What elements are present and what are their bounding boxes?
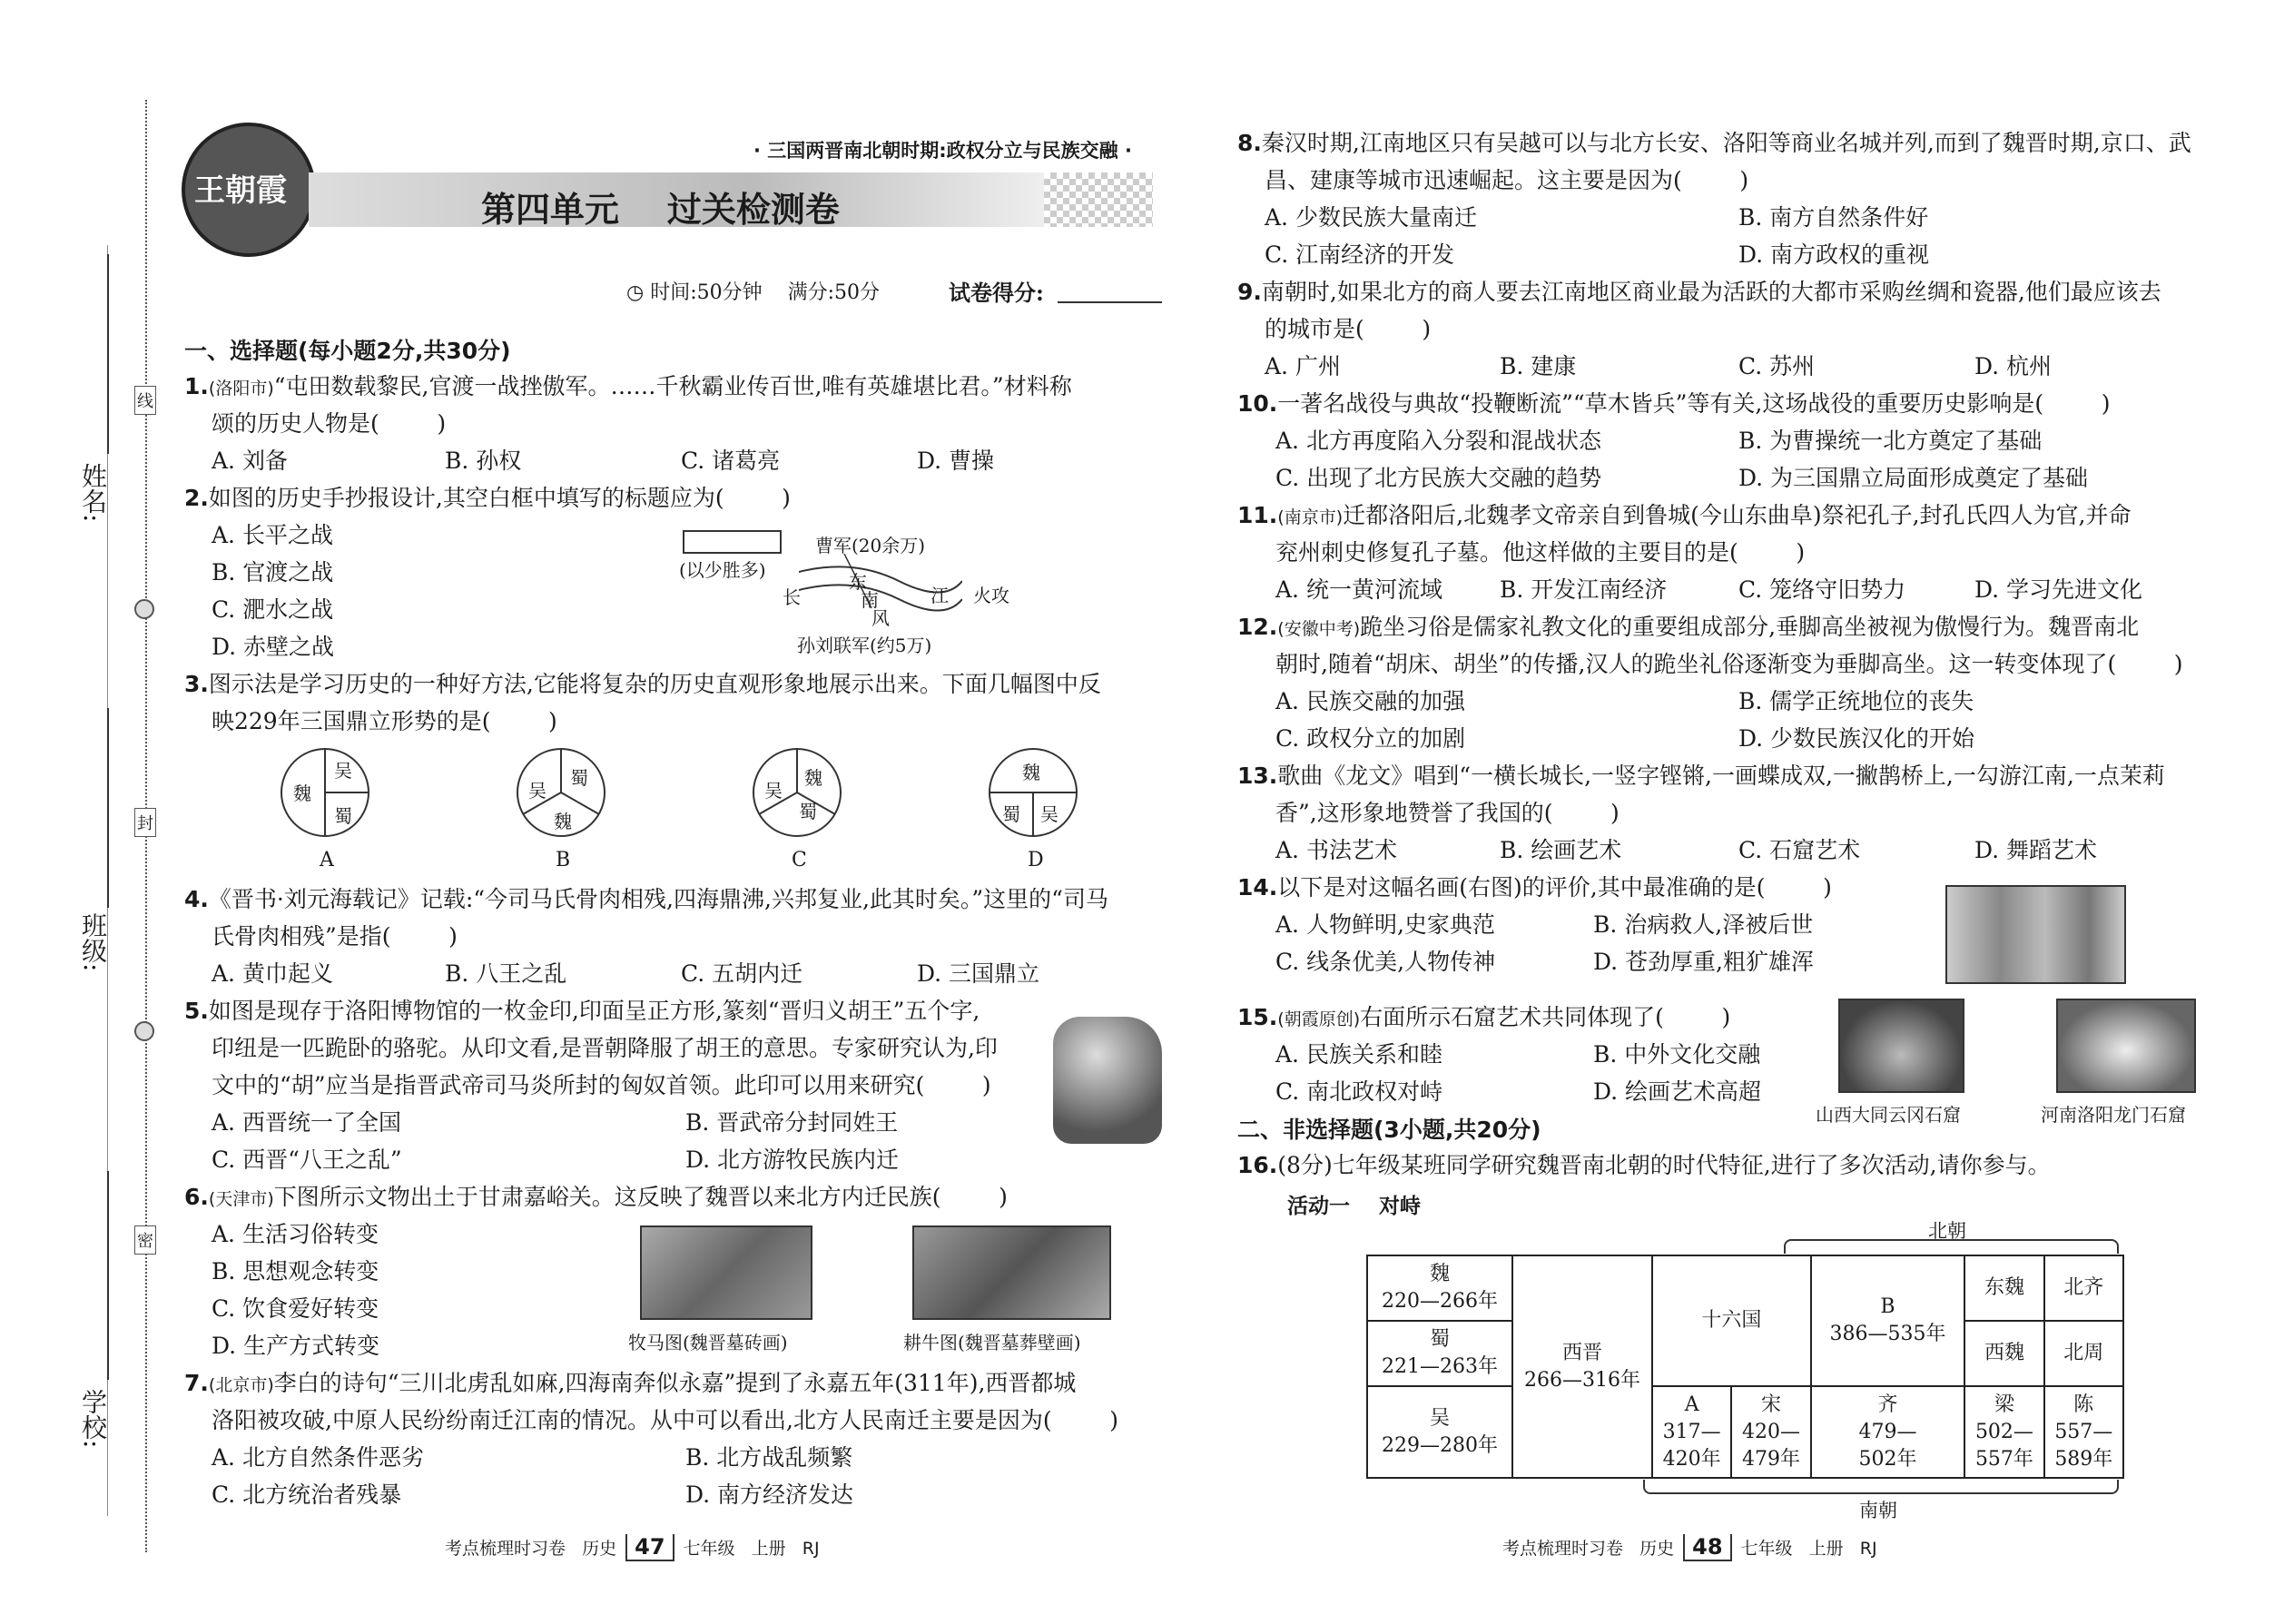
q13-line1 xyxy=(1237,757,2165,794)
q14-line1 xyxy=(1237,869,1832,906)
footer-left-page: 47 xyxy=(625,1534,674,1561)
q3-pie-a[interactable] xyxy=(280,747,370,838)
q14-option-d[interactable]: D. 苍劲厚重,粗犷雄浑 xyxy=(1593,949,1814,975)
q10-number: 10. xyxy=(1237,390,1278,417)
cell-qi xyxy=(1811,1386,1965,1478)
q8-text2: 昌、建康等城市迅速崛起。这主要是因为( ) xyxy=(1265,167,1749,193)
mark-feng: 封 xyxy=(134,808,156,837)
q13-number: 13. xyxy=(1237,763,1278,789)
q6-caption-2: 耕牛图(魏晋墓葬壁画) xyxy=(903,1332,1081,1353)
cell-chen-years2: 589年 xyxy=(2054,1447,2113,1471)
q11-number: 11. xyxy=(1237,502,1278,528)
q3-pie-c-wei: 魏 xyxy=(804,767,822,789)
q2-number: 2. xyxy=(184,485,209,511)
cell-liang-years1: 502— xyxy=(1974,1420,2033,1443)
q3-pie-c-label: C xyxy=(792,849,807,871)
cell-dongwei: 东魏 xyxy=(1964,1255,2043,1321)
q12-option-c[interactable]: C. 政权分立的加剧 xyxy=(1275,725,1466,752)
q2-nan-label: 南 xyxy=(861,589,879,611)
q3-pie-c-shu: 蜀 xyxy=(799,801,817,822)
q3-pie-a-wei: 魏 xyxy=(293,782,311,804)
q12-source: (安徽中考) xyxy=(1277,619,1361,639)
q15-yungang-grotto-image xyxy=(1838,999,1964,1093)
section2-title: 二、非选择题(3小题,共20分) xyxy=(1237,1117,1541,1143)
q12-option-a[interactable]: A. 民族交融的加强 xyxy=(1275,688,1465,714)
timeline-north-label: 北朝 xyxy=(1928,1220,1966,1242)
q15-longmen-grotto-image xyxy=(2056,999,2196,1093)
q7-option-c[interactable]: C. 北方统治者残暴 xyxy=(212,1481,402,1508)
q10-option-c[interactable]: C. 出现了北方民族大交融的趋势 xyxy=(1275,465,1602,491)
q7-line1 xyxy=(184,1364,1076,1404)
q3-pie-b[interactable] xyxy=(516,747,606,838)
q15-caption-1: 山西大同云冈石窟 xyxy=(1816,1104,1961,1126)
q6-option-d[interactable]: D. 生产方式转变 xyxy=(212,1333,380,1359)
q3-pie-c[interactable] xyxy=(752,747,842,838)
q14-number: 14. xyxy=(1237,874,1278,901)
q1-option-a[interactable]: A. 刘备 xyxy=(212,448,288,474)
q3-pie-b-label: B xyxy=(556,849,571,871)
q8-option-d[interactable]: D. 南方政权的重视 xyxy=(1738,241,1930,268)
q6-number: 6. xyxy=(184,1184,209,1210)
q8-option-c[interactable]: C. 江南经济的开发 xyxy=(1265,241,1455,268)
cell-xijin-name: 西晋 xyxy=(1561,1341,1602,1364)
q2-option-d[interactable]: D. 赤壁之战 xyxy=(212,634,335,660)
q2-cao-label: 曹军(20余万) xyxy=(815,535,926,556)
score-label: 试卷得分: xyxy=(949,280,1044,306)
q13-text2: 香”,这形象地赞誉了我国的( ) xyxy=(1275,800,1620,826)
header-checker xyxy=(1044,172,1153,227)
footer-right xyxy=(1502,1534,1877,1561)
q4-option-a[interactable]: A. 黄巾起义 xyxy=(212,960,333,987)
q3-text2: 映229年三国鼎立形势的是( ) xyxy=(212,708,557,734)
q6-ox-painting xyxy=(912,1225,1111,1320)
cell-song-years2: 479年 xyxy=(1742,1447,1801,1471)
q2-huogong-label: 火攻 xyxy=(973,585,1009,606)
q12-option-d[interactable]: D. 少数民族汉化的开始 xyxy=(1738,725,1975,752)
q10-line1 xyxy=(1237,385,2110,422)
q5-option-c[interactable]: C. 西晋“八王之乱” xyxy=(212,1147,402,1173)
q13-option-c[interactable]: C. 石窟艺术 xyxy=(1738,837,1861,863)
q12-number: 12. xyxy=(1237,614,1278,640)
q6-line1 xyxy=(184,1178,1008,1218)
q6-caption-1: 牧马图(魏晋墓砖画) xyxy=(628,1332,788,1353)
q6-herding-painting xyxy=(640,1225,812,1320)
binding-hole-icon xyxy=(134,599,154,619)
q7-option-d[interactable]: D. 南方经济发达 xyxy=(685,1481,854,1508)
q12-line1 xyxy=(1237,608,2139,648)
cell-shu-name: 蜀 xyxy=(1429,1328,1450,1351)
cell-chen-years1: 557— xyxy=(2054,1420,2113,1443)
q14-option-a[interactable]: A. 人物鲜明,史家典范 xyxy=(1275,911,1495,938)
name-blank[interactable] xyxy=(107,254,109,454)
footer-left xyxy=(445,1534,820,1561)
class-blank[interactable] xyxy=(107,708,109,908)
q3-pie-b-wu: 吴 xyxy=(528,780,546,802)
q3-pie-d-wei: 魏 xyxy=(1022,762,1040,783)
q5-text2: 印纽是一匹跪卧的骆驼。从印文看,是晋朝降服了胡王的意思。专家研究认为,印 xyxy=(212,1035,998,1061)
q6-source: (天津市) xyxy=(208,1189,274,1209)
q15-text: 右面所示石窟艺术共同体现了( ) xyxy=(1360,1004,1731,1030)
q14-option-c[interactable]: C. 线条优美,人物传神 xyxy=(1275,949,1496,975)
q9-text1: 南朝时,如果北方的商人要去江南地区商业最为活跃的大都市采购丝绸和瓷器,他们最应该去 xyxy=(1261,279,2161,305)
cell-a-years2: 420年 xyxy=(1662,1447,1721,1471)
cell-song xyxy=(1731,1386,1810,1478)
q6-option-b[interactable]: B. 思想观念转变 xyxy=(212,1258,379,1284)
q2-feng-label: 风 xyxy=(871,607,890,629)
q1-option-c[interactable]: C. 诸葛亮 xyxy=(681,448,781,474)
q8-option-a[interactable]: A. 少数民族大量南迁 xyxy=(1265,204,1477,231)
q4-option-d[interactable]: D. 三国鼎立 xyxy=(917,960,1040,987)
cell-wu-name: 吴 xyxy=(1429,1406,1450,1430)
q10-option-b[interactable]: B. 为曹操统一北方奠定了基础 xyxy=(1738,428,2043,454)
footer-right-page: 48 xyxy=(1683,1534,1731,1561)
q6-text: 下图所示文物出土于甘肃嘉峪关。这反映了魏晋以来北方内迁民族( ) xyxy=(273,1184,1008,1210)
q16-activity-title: 活动一 对峙 xyxy=(1287,1195,1422,1218)
q13-text1: 歌曲《龙文》唱到“一横长城长,一竖字铿锵,一画蝶成双,一撇鹊桥上,一勾游江南,一点茉莉 xyxy=(1277,763,2165,789)
q3-pie-a-shu: 蜀 xyxy=(334,805,352,827)
name-label: 姓名: xyxy=(78,463,108,523)
q5-option-d[interactable]: D. 北方游牧民族内迁 xyxy=(685,1147,900,1173)
q3-pie-c-wu: 吴 xyxy=(764,780,783,802)
dynasty-timeline-table xyxy=(1366,1255,2124,1479)
q8-option-b[interactable]: B. 南方自然条件好 xyxy=(1738,204,1929,231)
q2-chang-label: 长 xyxy=(783,586,801,608)
q1-option-b[interactable]: B. 孙权 xyxy=(445,448,522,474)
q3-pie-b-wei: 魏 xyxy=(554,811,572,832)
logo-text: 王朝霞 xyxy=(194,172,287,209)
cell-b xyxy=(1811,1255,1965,1386)
cell-wu xyxy=(1367,1386,1512,1478)
q3-pie-a-wu: 吴 xyxy=(334,760,352,782)
cell-qi-years1: 479— xyxy=(1858,1420,1917,1443)
q2-text: 如图的历史手抄报设计,其空白框中填写的标题应为( ) xyxy=(208,485,791,511)
q15-option-d[interactable]: D. 绘画艺术高超 xyxy=(1593,1078,1762,1105)
footer-right-book: 考点梳理时习卷 历史 xyxy=(1502,1539,1675,1559)
q3-number: 3. xyxy=(184,671,209,697)
q9-option-b[interactable]: B. 建康 xyxy=(1500,353,1577,379)
q7-text2: 洛阳被攻破,中原人民纷纷南迁江南的情况。从中可以看出,北方人民南迁主要是因为( ) xyxy=(212,1407,1118,1433)
cell-qi-years2: 502年 xyxy=(1858,1447,1917,1471)
q1-option-d[interactable]: D. 曹操 xyxy=(917,448,995,474)
q2-blank-box[interactable] xyxy=(683,530,782,554)
q16-text: (8分)七年级某班同学研究魏晋南北朝的时代特征,进行了多次活动,请你参与。 xyxy=(1277,1152,2051,1178)
q5-line1 xyxy=(184,992,980,1029)
q3-line1 xyxy=(184,665,1101,703)
footer-left-grade: 七年级 上册 RJ xyxy=(683,1539,820,1559)
q4-option-b[interactable]: B. 八王之乱 xyxy=(445,960,567,987)
cell-liang xyxy=(1964,1386,2043,1478)
q15-caption-2: 河南洛阳龙门石窟 xyxy=(2041,1104,2186,1126)
q2-jiang-label: 江 xyxy=(930,585,949,606)
q3-pie-d-wu: 吴 xyxy=(1040,803,1058,825)
q11-option-b[interactable]: B. 开发江南经济 xyxy=(1500,576,1668,603)
section1-title: 一、选择题(每小题2分,共30分) xyxy=(184,338,511,364)
cell-song-years1: 420— xyxy=(1742,1420,1801,1443)
footer-right-grade: 七年级 上册 RJ xyxy=(1740,1539,1877,1559)
q13-option-a[interactable]: A. 书法艺术 xyxy=(1275,837,1397,863)
q1-text2: 颂的历史人物是( ) xyxy=(212,410,447,437)
cell-a xyxy=(1652,1386,1731,1478)
q4-text1: 《晋书·刘元海载记》记载:“今司马氏骨肉相残,四海鼎沸,兴邦复业,此其时矣。”这里的“司马 xyxy=(208,886,1108,912)
cell-xiwei: 西魏 xyxy=(1964,1321,2043,1386)
school-blank[interactable] xyxy=(107,1171,109,1380)
q11-option-a[interactable]: A. 统一黄河流域 xyxy=(1275,576,1442,603)
q2-option-a[interactable]: A. 长平之战 xyxy=(212,522,333,548)
q6-option-c[interactable]: C. 饮食爱好转变 xyxy=(212,1295,379,1322)
q15-number: 15. xyxy=(1237,1004,1278,1030)
q13-option-b[interactable]: B. 绘画艺术 xyxy=(1500,837,1622,863)
q9-option-a[interactable]: A. 广州 xyxy=(1265,353,1341,379)
q7-text1: 李白的诗句“三川北虏乱如麻,四海南奔似永嘉”提到了永嘉五年(311年),西晋都城 xyxy=(273,1370,1077,1396)
q2-dong-label: 东 xyxy=(849,571,867,593)
q2-sunliu-label: 孙刘联军(约5万) xyxy=(797,635,932,656)
q3-pie-d-shu: 蜀 xyxy=(1002,803,1020,825)
q2-option-b[interactable]: B. 官渡之战 xyxy=(212,559,334,586)
q5-option-b[interactable]: B. 晋武帝分封同姓王 xyxy=(685,1109,899,1136)
q3-pie-b-shu: 蜀 xyxy=(570,767,588,789)
q3-pie-d[interactable] xyxy=(988,747,1078,838)
q7-option-b[interactable]: B. 北方战乱频繁 xyxy=(685,1444,853,1471)
q12-option-b[interactable]: B. 儒学正统地位的丧失 xyxy=(1738,688,1974,714)
footer-left-book: 考点梳理时习卷 历史 xyxy=(445,1539,617,1559)
q1-line1 xyxy=(184,368,1072,408)
q9-number: 9. xyxy=(1237,279,1262,305)
timeline-south-label: 南朝 xyxy=(1859,1500,1897,1521)
q1-source: (洛阳市) xyxy=(208,379,274,399)
q7-number: 7. xyxy=(184,1370,209,1396)
q15-line1 xyxy=(1237,999,1730,1038)
q14-famous-painting xyxy=(1945,885,2126,984)
cell-b-name: B xyxy=(1880,1295,1895,1318)
q6-option-a[interactable]: A. 生活习俗转变 xyxy=(212,1221,379,1247)
north-bracket xyxy=(1784,1239,2119,1254)
q11-line1 xyxy=(1237,497,2131,536)
q7-option-a[interactable]: A. 北方自然条件恶劣 xyxy=(212,1444,424,1471)
q9-line1 xyxy=(1237,273,2161,310)
q11-option-d[interactable]: D. 学习先进文化 xyxy=(1974,576,2143,603)
cell-xijin-years: 266—316年 xyxy=(1524,1368,1640,1392)
q3-pie-a-label: A xyxy=(320,849,334,871)
q10-text: 一著名战役与典故“投鞭断流”“草木皆兵”等有关,这场战役的重要历史影响是( ) xyxy=(1277,390,2111,417)
cell-a-years1: 317— xyxy=(1662,1420,1721,1443)
q9-option-d[interactable]: D. 杭州 xyxy=(1974,353,2053,379)
q10-option-d[interactable]: D. 为三国鼎立局面形成奠定了基础 xyxy=(1738,465,2089,491)
cell-wei-years: 220—266年 xyxy=(1382,1290,1498,1313)
cell-wei-name: 魏 xyxy=(1429,1263,1450,1285)
q8-text1: 秦汉时期,江南地区只有吴越可以与北方长安、洛阳等商业名城并列,而到了魏晋时期,京口、武 xyxy=(1261,130,2191,156)
q16-line1 xyxy=(1237,1147,2051,1184)
q11-text1: 迁都洛阳后,北魏孝文帝亲自到鲁城(今山东曲阜)祭祀孔子,封孔氏四人为官,并命 xyxy=(1343,502,2132,528)
cell-xijin xyxy=(1512,1255,1652,1478)
cell-a-name: A xyxy=(1684,1393,1699,1416)
q5-text3: 文中的“胡”应当是指晋武帝司马炎所封的匈奴首领。此印可以用来研究( ) xyxy=(212,1072,991,1098)
q10-option-a[interactable]: A. 北方再度陷入分裂和混战状态 xyxy=(1275,428,1601,454)
q12-text2: 朝时,随着“胡床、胡坐”的传播,汉人的跪坐礼俗逐渐变为垂脚高坐。这一转变体现了( ) xyxy=(1275,651,2183,677)
q15-option-a[interactable]: A. 民族关系和睦 xyxy=(1275,1041,1442,1068)
cell-shu-years: 221—263年 xyxy=(1382,1355,1498,1378)
q15-option-c[interactable]: C. 南北政权对峙 xyxy=(1275,1078,1443,1105)
page-title: 第四单元 过关检测卷 xyxy=(481,190,840,230)
south-bracket xyxy=(1643,1480,2119,1494)
q5-gold-seal-image xyxy=(1053,1017,1162,1144)
cell-beizhou: 北周 xyxy=(2044,1321,2123,1386)
mark-mi: 密 xyxy=(134,1225,156,1255)
time-info: ◷ 时间:50分钟 满分:50分 xyxy=(626,281,880,304)
q8-line1 xyxy=(1237,124,2191,162)
score-blank[interactable] xyxy=(1058,301,1162,303)
q4-line1 xyxy=(184,881,1108,918)
cell-chen-name: 陈 xyxy=(2073,1393,2094,1416)
q4-number: 4. xyxy=(184,886,209,912)
binding-hole-icon xyxy=(134,1021,154,1041)
q14-option-b[interactable]: B. 治病救人,泽被后世 xyxy=(1593,911,1814,938)
q11-source: (南京市) xyxy=(1277,507,1344,527)
q12-text1: 跪坐习俗是儒家礼教文化的重要组成部分,垂脚高坐被视为傲慢行为。魏晋南北 xyxy=(1360,614,2140,640)
q5-option-a[interactable]: A. 西晋统一了全国 xyxy=(212,1109,401,1136)
q5-text1: 如图是现存于洛阳博物馆的一枚金印,印面呈正方形,篆刻“晋归义胡王”五个字, xyxy=(208,998,980,1024)
q4-option-c[interactable]: C. 五胡内迁 xyxy=(681,960,803,987)
cell-qi-name: 齐 xyxy=(1877,1393,1898,1416)
cell-liang-years2: 557年 xyxy=(1974,1447,2033,1471)
class-label: 班级: xyxy=(78,912,108,972)
q11-text2: 兖州刺史修复孔子墓。他这样做的主要目的是( ) xyxy=(1275,539,1806,566)
cell-b-years: 386—535年 xyxy=(1829,1323,1946,1345)
mark-xian: 线 xyxy=(134,386,156,415)
q1-text1: “屯田数载黎民,官渡一战挫傲军。……千秋霸业传百世,唯有英雄堪比君。”材料称 xyxy=(273,373,1072,399)
q9-option-c[interactable]: C. 苏州 xyxy=(1738,353,1816,379)
cell-shiliuguo: 十六国 xyxy=(1652,1255,1811,1386)
q5-number: 5. xyxy=(184,998,209,1024)
q8-number: 8. xyxy=(1237,130,1262,156)
q3-text1: 图示法是学习历史的一种好方法,它能将复杂的历史直观形象地展示出来。下面几幅图中反 xyxy=(208,671,1101,697)
q13-option-d[interactable]: D. 舞蹈艺术 xyxy=(1974,837,2098,863)
unit-subtitle: · 三国两晋南北朝时期:政权分立与民族交融 · xyxy=(753,140,1132,162)
q2-box-caption: (以少胜多) xyxy=(679,559,766,581)
q14-text: 以下是对这幅名画(右图)的评价,其中最准确的是( ) xyxy=(1277,874,1832,901)
q11-option-c[interactable]: C. 笼络守旧势力 xyxy=(1738,576,1906,603)
q7-source: (北京市) xyxy=(208,1375,274,1395)
q2-option-c[interactable]: C. 淝水之战 xyxy=(212,596,334,623)
cell-beiqi: 北齐 xyxy=(2044,1255,2123,1321)
q15-option-b[interactable]: B. 中外文化交融 xyxy=(1593,1041,1761,1068)
cell-shu xyxy=(1367,1321,1512,1386)
cell-wu-years: 229—280年 xyxy=(1382,1433,1498,1457)
q1-number: 1. xyxy=(184,373,209,399)
q2-line1 xyxy=(184,479,791,517)
cell-chen xyxy=(2044,1386,2123,1478)
school-label: 学校: xyxy=(78,1389,108,1449)
cell-song-name: 宋 xyxy=(1761,1393,1782,1416)
q3-pie-d-label: D xyxy=(1028,849,1044,871)
q9-text2: 的城市是( ) xyxy=(1265,316,1432,342)
q15-source: (朝霞原创) xyxy=(1277,1009,1361,1029)
q4-text2: 氏骨肉相残”是指( ) xyxy=(212,923,458,950)
cell-wei xyxy=(1367,1255,1512,1321)
q16-number: 16. xyxy=(1237,1152,1278,1178)
cell-liang-name: 梁 xyxy=(1994,1393,2014,1416)
